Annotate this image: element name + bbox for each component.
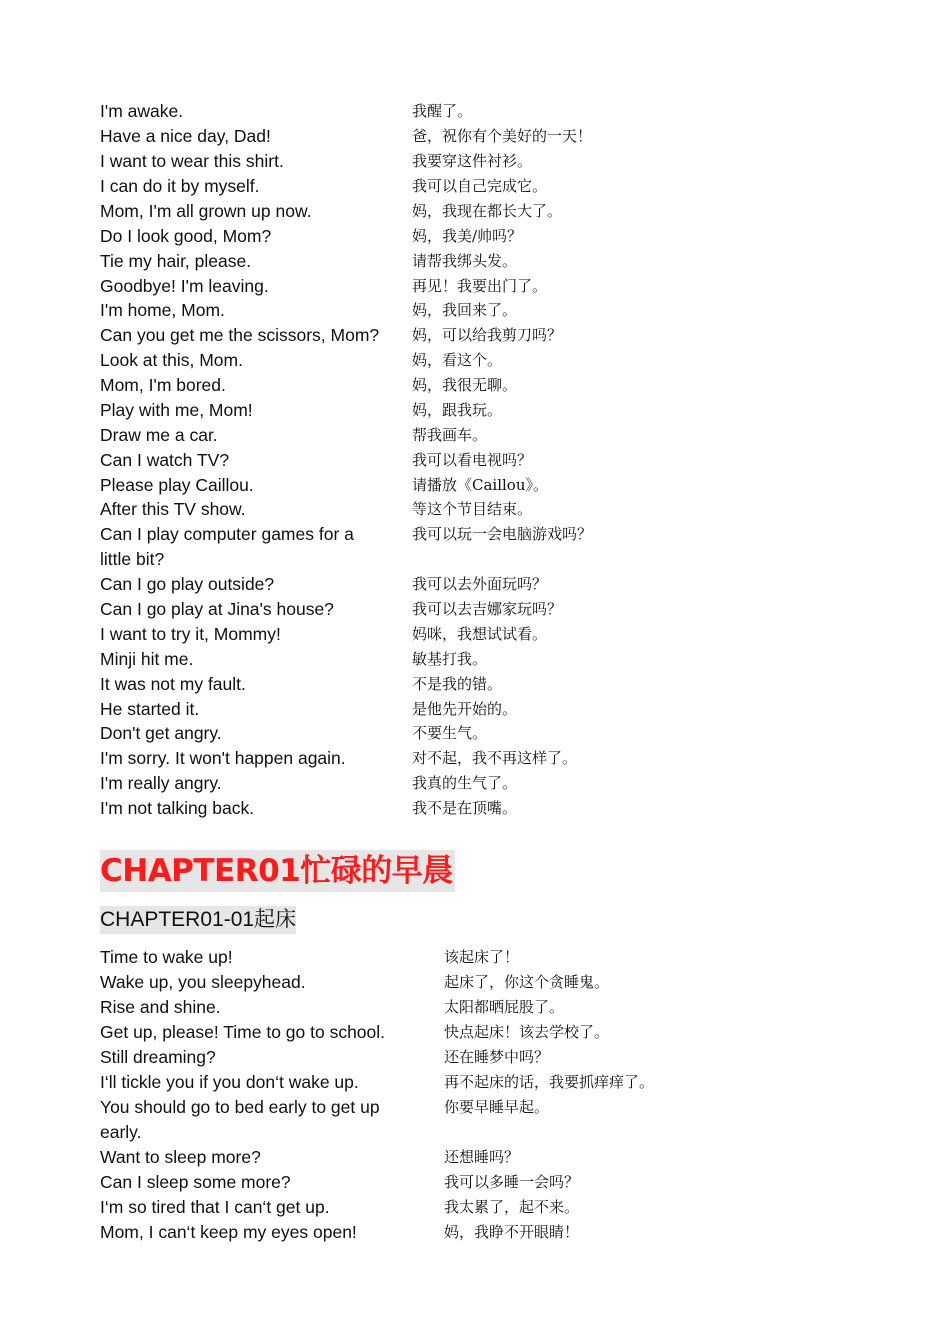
section-heading: CHAPTER01-01起床 — [100, 906, 296, 934]
chinese-translation: 太阳都晒屁股了。 — [444, 998, 565, 1016]
english-phrase: Can I watch TV? — [100, 450, 230, 470]
english-phrase: Do I look good, Mom? — [100, 226, 272, 246]
english-phrase: I'm sorry. It won't happen again. — [100, 748, 346, 768]
chinese-translation: 我太累了，起不来。 — [444, 1198, 580, 1216]
chapter-heading: CHAPTER01忙碌的早晨 — [100, 850, 455, 892]
english-phrase: It was not my fault. — [100, 674, 246, 694]
english-phrase: You should go to bed early to get up early. — [100, 1097, 380, 1142]
chinese-translation: 妈，看这个。 — [412, 351, 503, 369]
chinese-translation: 起床了，你这个贪睡鬼。 — [444, 973, 610, 991]
english-phrase: Still dreaming? — [100, 1047, 216, 1067]
chinese-translation: 我可以去外面玩吗？ — [412, 575, 548, 593]
chinese-translation: 妈，我睁不开眼睛！ — [444, 1223, 580, 1241]
english-phrase: Time to wake up! — [100, 947, 233, 967]
chinese-translation: 帮我画车。 — [412, 426, 488, 444]
chinese-translation: 妈咪，我想试试看。 — [412, 625, 548, 643]
english-phrase: Look at this, Mom. — [100, 350, 243, 370]
chinese-translation: 妈，我美/帅吗？ — [412, 227, 523, 245]
chinese-translation: 等这个节目结束。 — [412, 500, 533, 518]
english-phrase: Goodbye! I'm leaving. — [100, 276, 269, 296]
english-phrase: Wake up, you sleepyhead. — [100, 972, 306, 992]
english-phrase: Tie my hair, please. — [100, 251, 252, 271]
chinese-translation: 我可以玩一会电脑游戏吗？ — [412, 525, 593, 543]
english-phrase: Minji hit me. — [100, 649, 194, 669]
english-phrase: I‘ll tickle you if you don‘t wake up. — [100, 1072, 359, 1092]
english-phrase: Mom, I'm all grown up now. — [100, 201, 312, 221]
english-phrase: I want to try it, Mommy! — [100, 624, 281, 644]
chinese-translation: 快点起床！该去学校了。 — [444, 1023, 610, 1041]
english-phrase: He started it. — [100, 699, 200, 719]
chinese-translation: 还在睡梦中吗？ — [444, 1048, 550, 1066]
english-phrase: Have a nice day, Dad! — [100, 126, 271, 146]
chinese-translation: 我不是在顶嘴。 — [412, 799, 518, 817]
chinese-translation: 我可以自己完成它。 — [412, 177, 548, 195]
chinese-translation: 你要早睡早起。 — [444, 1098, 550, 1116]
chinese-translation: 我要穿这件衬衫。 — [412, 152, 533, 170]
chinese-translation: 不要生气。 — [412, 724, 488, 742]
english-phrase: I'm awake. — [100, 101, 184, 121]
english-phrase: Don't get angry. — [100, 723, 222, 743]
chinese-translation: 该起床了！ — [444, 948, 520, 966]
chinese-translation: 再不起床的话，我要抓痒痒了。 — [444, 1073, 655, 1091]
chinese-translation: 我醒了。 — [412, 102, 473, 120]
chinese-translation: 是他先开始的。 — [412, 700, 518, 718]
english-phrase: Can I go play at Jina's house? — [100, 599, 334, 619]
chinese-translation: 请帮我绑头发。 — [412, 252, 518, 270]
chinese-translation: 妈，我回来了。 — [412, 301, 518, 319]
english-phrase: I'm not talking back. — [100, 798, 255, 818]
english-phrase: Mom, I can‘t keep my eyes open! — [100, 1222, 357, 1242]
english-phrase: Please play Caillou. — [100, 475, 254, 495]
english-phrase: Can I sleep some more? — [100, 1172, 291, 1192]
chinese-translation: 再见！我要出门了。 — [412, 277, 548, 295]
english-phrase: Can I play computer games for a little bit? — [100, 524, 354, 569]
chinese-translation: 敏基打我。 — [412, 650, 488, 668]
english-phrase: Mom, I'm bored. — [100, 375, 226, 395]
chinese-translation: 妈，跟我玩。 — [412, 401, 503, 419]
chinese-translation: 请播放《Caillou》。 — [412, 476, 549, 494]
english-phrase: Can I go play outside? — [100, 574, 275, 594]
english-phrase: Want to sleep more? — [100, 1147, 261, 1167]
chinese-translation: 还想睡吗？ — [444, 1148, 520, 1166]
chinese-translation: 我可以看电视吗？ — [412, 451, 533, 469]
chinese-translation: 爸，祝你有个美好的一天！ — [412, 127, 593, 145]
english-phrase: Rise and shine. — [100, 997, 221, 1017]
english-phrase: I want to wear this shirt. — [100, 151, 284, 171]
english-phrase: I'm really angry. — [100, 773, 222, 793]
english-phrase: Can you get me the scissors, Mom? — [100, 325, 380, 345]
chinese-translation: 我可以多睡一会吗？ — [444, 1173, 580, 1191]
chinese-translation: 对不起，我不再这样了。 — [412, 749, 578, 767]
chinese-translation: 妈，我很无聊。 — [412, 376, 518, 394]
chinese-translation: 我可以去吉娜家玩吗？ — [412, 600, 563, 618]
chinese-translation: 妈，可以给我剪刀吗？ — [412, 326, 563, 344]
english-phrase: I‘m so tired that I can‘t get up. — [100, 1197, 330, 1217]
english-phrase: After this TV show. — [100, 499, 246, 519]
chinese-translation: 我真的生气了。 — [412, 774, 518, 792]
english-phrase: Get up, please! Time to go to school. — [100, 1022, 386, 1042]
english-phrase: I can do it by myself. — [100, 176, 260, 196]
english-phrase: I'm home, Mom. — [100, 300, 225, 320]
chinese-translation: 妈，我现在都长大了。 — [412, 202, 563, 220]
chinese-translation: 不是我的错。 — [412, 675, 503, 693]
english-phrase: Draw me a car. — [100, 425, 218, 445]
english-phrase: Play with me, Mom! — [100, 400, 253, 420]
